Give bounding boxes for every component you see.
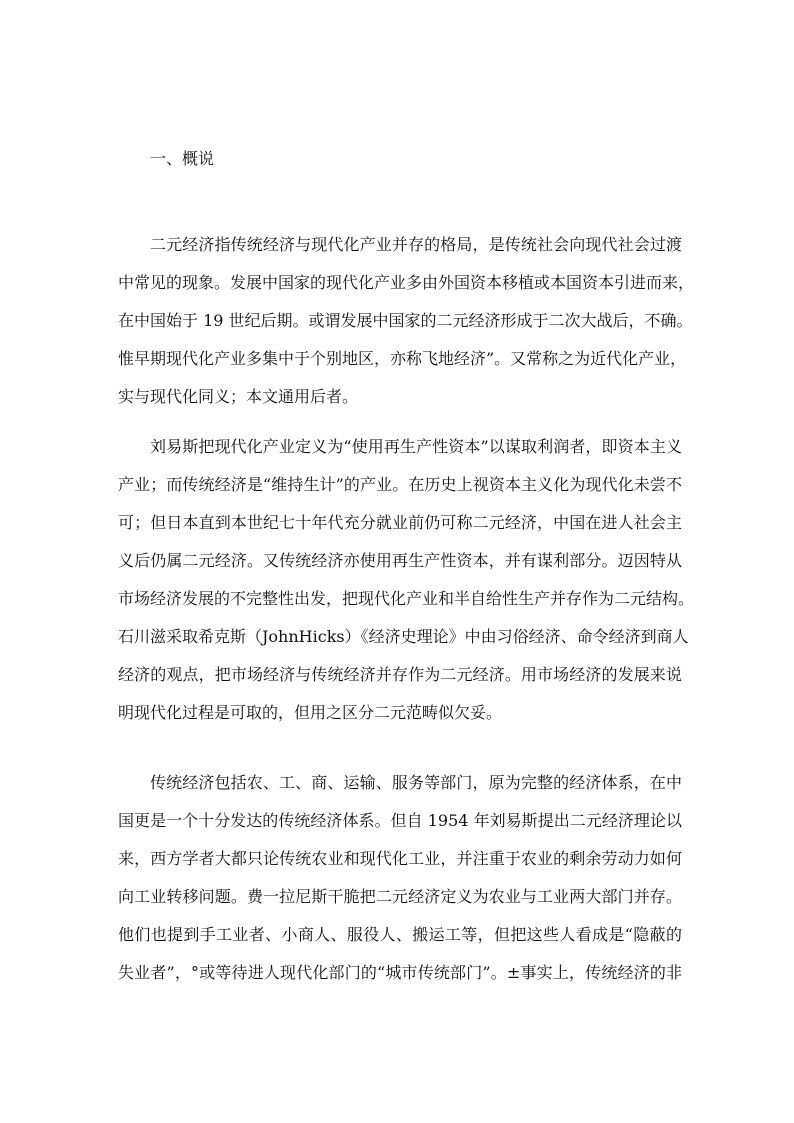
paragraph-line: 传统经济包括农、工、商、运输、服务等部门，原为完整的经济体系，在中 (150, 773, 682, 792)
paragraph-line: 市场经济发展的不完整性出发，把现代化产业和半自给性生产并存作为二元结构。 (118, 589, 695, 608)
section-heading: 一、概说 (150, 149, 215, 168)
paragraph-3 (118, 764, 682, 992)
paragraph-line: 国更是一个十分发达的传统经济体系。但自 1954 年刘易斯提出二元经济理论以 (118, 811, 682, 830)
paragraph-line: 他们也提到手工业者、小商人、服役人、搬运工等，但把这些人看成是“隐蔽的 (118, 925, 682, 944)
paragraph-line: 来，西方学者大都只论传统农业和现代化工业，并注重于农业的剩余劳动力如何 (118, 849, 682, 868)
paragraph-line: 实与现代化同义；本文通用后者。 (118, 387, 359, 406)
paragraph-line: 产业；而传统经济是“维持生计”的产业。在历史上视资本主义化为现代化未尝不 (118, 475, 682, 494)
paragraph-line: 经济的观点，把市场经济与传统经济并存作为二元经济。用市场经济的发展来说 (118, 665, 682, 684)
paragraph-line: 向工业转移问题。费一拉尼斯干脆把二元经济定义为农业与工业两大部门并存。 (118, 887, 682, 906)
paragraph-line: 明现代化过程是可取的，但用之区分二元范畴似欠妥。 (118, 703, 503, 722)
paragraph-line: 中常见的现象。发展中国家的现代化产业多由外国资本移植或本国资本引进而来， (118, 273, 695, 292)
paragraph-line: 惟早期现代化产业多集中于个别地区，亦称飞地经济”。又常称之为近代化产业， (118, 349, 687, 368)
paragraph-2 (118, 428, 695, 732)
paragraph-1 (118, 226, 695, 416)
paragraph-line: 义后仍属二元经济。又传统经济亦使用再生产性资本，并有谋利部分。迈因特从 (118, 551, 682, 570)
paragraph-line: 失业者”，°或等待进人现代化部门的“城市传统部门”。±事实上，传统经济的非 (118, 963, 682, 982)
paragraph-line: 刘易斯把现代化产业定义为“使用再生产性资本”以谋取利润者，即资本主义 (150, 437, 682, 456)
paragraph-line: 在中国始于 19 世纪后期。或谓发展中国家的二元经济形成于二次大战后，不确。 (118, 311, 693, 330)
paragraph-line: 可；但日本直到本世纪七十年代充分就业前仍可称二元经济，中国在进人社会主 (118, 513, 682, 532)
paragraph-line: 二元经济指传统经济与现代化产业并存的格局，是传统社会向现代社会过渡 (150, 235, 682, 254)
paragraph-line: 石川滋采取希克斯（JohnHicks）《经济史理论》中由习俗经济、命令经济到商人 (118, 627, 689, 646)
